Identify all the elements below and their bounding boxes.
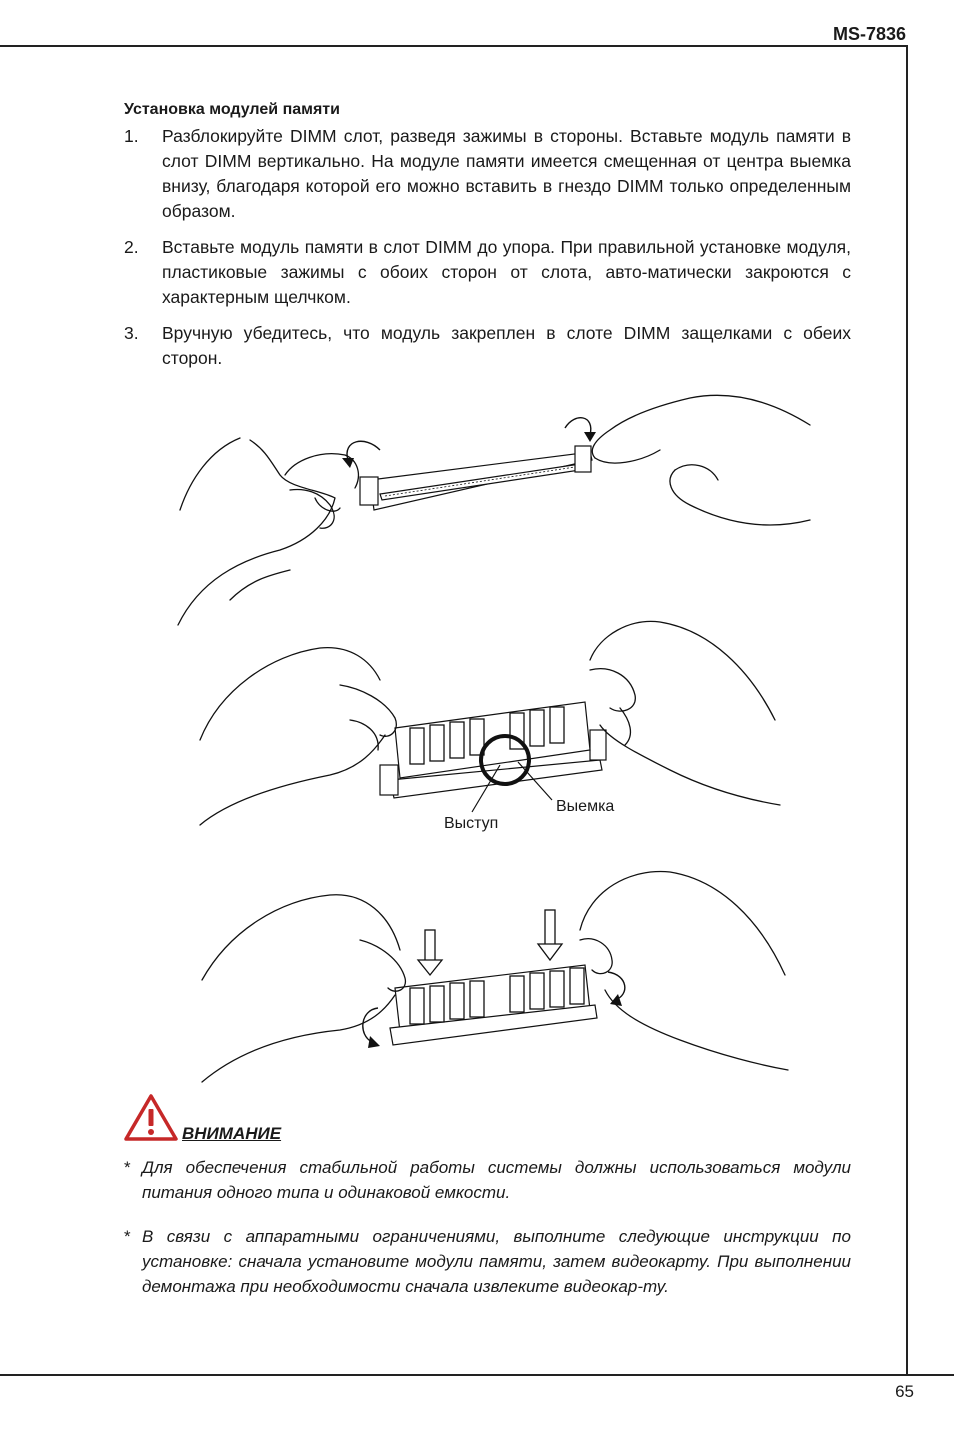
left-hand	[178, 438, 358, 625]
warning-note	[124, 1155, 851, 1205]
step-item	[124, 321, 851, 371]
dimm-slot	[360, 446, 592, 510]
memory-module	[390, 965, 597, 1045]
rotate-left-arrow-icon	[342, 441, 380, 468]
step-number: 2.	[124, 237, 139, 257]
rotate-right-arrow-icon	[608, 972, 625, 1006]
press-down-arrow-icon	[418, 930, 442, 975]
dimm-unlock-illustration	[170, 380, 820, 630]
right-margin-rule	[906, 45, 908, 1375]
warning-note	[124, 1224, 851, 1299]
rotate-right-arrow-icon	[565, 418, 596, 442]
left-hand	[200, 648, 396, 825]
footer-rule	[0, 1374, 954, 1376]
notch-label: Выемка	[556, 798, 615, 815]
note-text: В связи с аппаратными ограничениями, выполните следующие инструкции по установке: сначала установите модули памяти, затем видеокарту. При выполнении демонтажа при необходимости сначала извлеките видеокар-ту.	[142, 1227, 851, 1296]
step-number: 1.	[124, 126, 139, 146]
left-hand	[202, 895, 405, 1082]
model-name: MS-7836	[832, 24, 906, 44]
right-hand	[592, 395, 810, 525]
step-item	[124, 235, 851, 310]
press-down-arrow-icon	[538, 910, 562, 960]
warning-title: ВНИМАНИЕ	[182, 1124, 282, 1143]
instruction-steps	[124, 124, 851, 382]
right-hand	[590, 621, 780, 805]
step-item	[124, 124, 851, 224]
note-text: Для обеспечения стабильной работы системы должны использоваться модули питания одного типа и одинаковой емкости.	[142, 1158, 851, 1202]
step-text: Разблокируйте DIMM слот, разведя зажимы в стороны. Вставьте модуль памяти в слот DIMM вертикально. На модуле памяти имеется смещенная от центра выемка внизу, благодаря которой его можно вставить в гнездо DIMM только определенным образом.	[162, 126, 851, 221]
dimm-align-illustration	[190, 610, 790, 840]
section-title: Установка модулей памяти	[124, 101, 340, 118]
right-hand	[580, 872, 788, 1070]
header-rule	[0, 45, 908, 47]
step-text: Вручную убедитесь, что модуль закреплен в слоте DIMM защелками с обеих сторон.	[162, 323, 851, 368]
warning-notes	[124, 1155, 851, 1318]
note-bullet: *	[124, 1227, 131, 1246]
dimm-insert-illustration	[200, 860, 790, 1085]
step-text: Вставьте модуль памяти в слот DIMM до упора. При правильной установке модуля, пластиковые зажимы с обоих сторон от слота, авто-матически закроются с характерным щелчком.	[162, 237, 851, 307]
warning-triangle-icon	[124, 1093, 178, 1143]
key-label: Выступ	[444, 815, 499, 832]
page-number: 65	[895, 1382, 914, 1401]
note-bullet: *	[124, 1158, 131, 1177]
step-number: 3.	[124, 323, 139, 343]
